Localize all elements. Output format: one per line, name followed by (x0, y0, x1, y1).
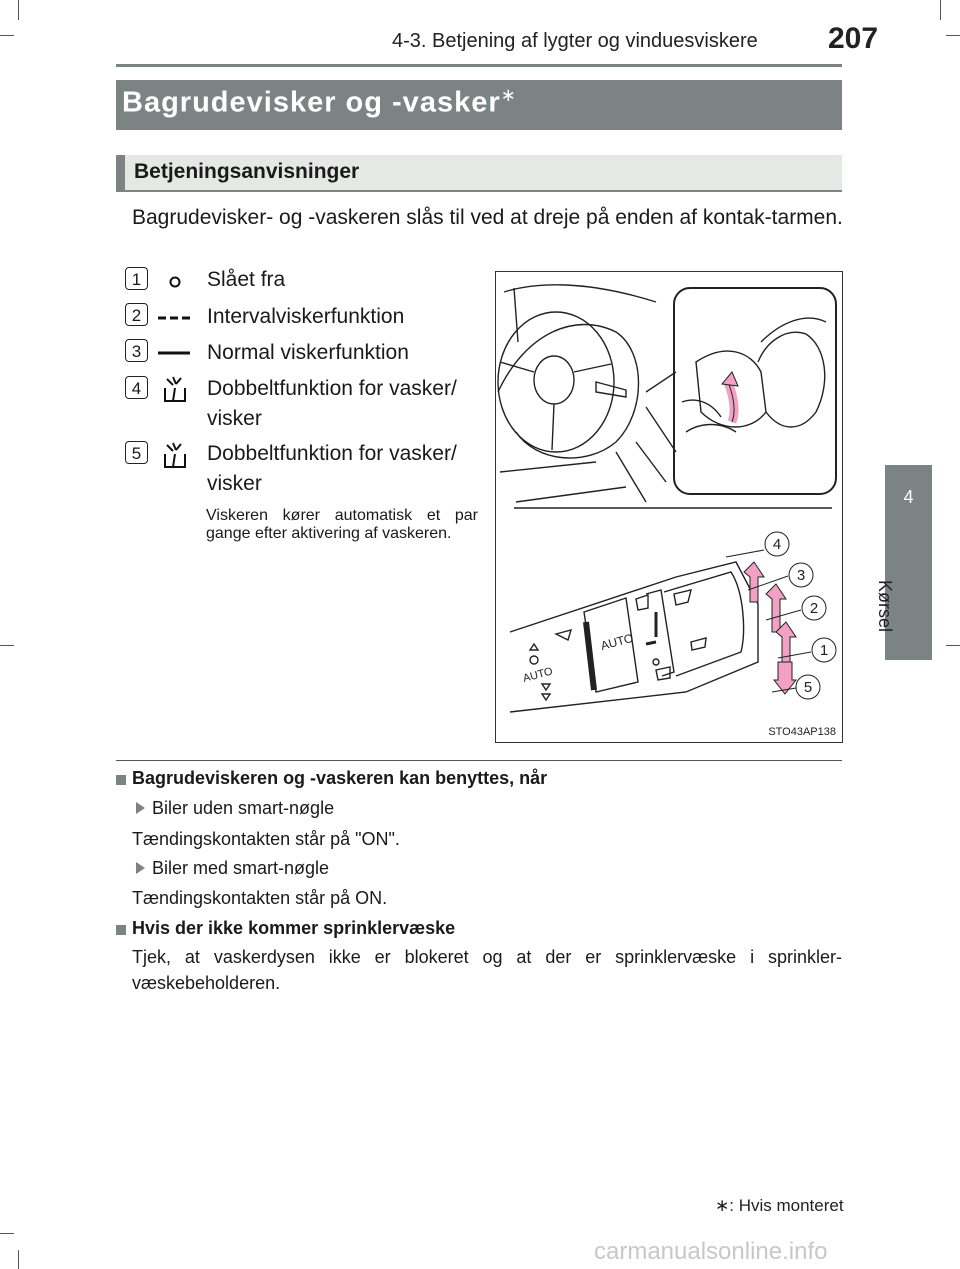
washer-spray-icon (160, 374, 190, 404)
crop-mark (0, 1233, 14, 1234)
chapter-label: Kørsel (875, 580, 895, 633)
subtitle: Betjeningsanvisninger (134, 160, 360, 183)
section-marker (116, 775, 126, 785)
title-asterisk: ∗ (500, 85, 517, 105)
watermark: carmanualsonline.info (594, 1238, 828, 1265)
wiper-switch-illustration (495, 271, 843, 743)
crop-mark (0, 645, 14, 646)
dashed-line-icon (156, 308, 192, 328)
solid-line-icon (156, 343, 192, 363)
option-number-4: 4 (125, 376, 148, 399)
option-number-1: 1 (125, 267, 148, 290)
option-number-5: 5 (125, 441, 148, 464)
off-circle-icon (160, 272, 190, 292)
body-text: Tændingskontakten står på "ON". (132, 829, 400, 849)
page-title (122, 85, 517, 120)
running-header: 4-3. Betjening af lygter og vinduesviskere (392, 30, 758, 52)
callout-4: 4 (772, 536, 782, 553)
auto-label: AUTO (521, 665, 555, 685)
page-number: 207 (828, 22, 879, 55)
crop-mark (946, 35, 960, 36)
body-text: Tjek, at vaskerdysen ikke er blokeret og at der er sprinklervæske i sprinkler-væskebeholderen. (132, 947, 842, 993)
section-heading: Hvis der ikke kommer sprinklervæske (132, 918, 456, 938)
subtitle-accent (116, 155, 125, 192)
bullet-item: Biler uden smart-nøgle (152, 798, 335, 818)
section-rule (116, 760, 842, 761)
header-rule (116, 64, 842, 67)
crop-mark (18, 0, 19, 20)
intro-paragraph: Bagrudevisker- og -vaskeren slås til ved at dreje på enden af kontak-tarmen. (132, 206, 843, 229)
section-marker (116, 925, 126, 935)
washer-spray-icon (160, 440, 190, 470)
note-text: Viskeren kører automatisk et par gange efter aktivering af vaskeren. (206, 507, 478, 542)
crop-mark (946, 645, 960, 646)
auto-label: AUTO (599, 630, 635, 653)
figure-code: STO43AP138 (768, 726, 836, 738)
illustration-drawing (496, 272, 842, 742)
bullet-triangle-icon (136, 802, 145, 814)
chapter-number: 4 (903, 487, 914, 507)
option-number-2: 2 (125, 303, 148, 326)
body-text: Tændingskontakten står på ON. (132, 888, 388, 908)
crop-mark (0, 35, 14, 36)
option-label-2: Intervalviskerfunktion (207, 305, 405, 328)
callout-3: 3 (796, 567, 806, 584)
callout-2: 2 (809, 600, 819, 617)
bullet-item: Biler med smart-nøgle (152, 858, 330, 878)
footnote: ∗: Hvis monteret (715, 1196, 844, 1215)
option-label-4: Dobbeltfunktion for vasker/ visker (207, 377, 457, 430)
option-label-5: Dobbeltfunktion for vasker/ visker (207, 442, 457, 495)
callout-5: 5 (803, 679, 813, 696)
option-number-3: 3 (125, 339, 148, 362)
bullet-triangle-icon (136, 862, 145, 874)
crop-mark (940, 0, 941, 20)
option-label-3: Normal viskerfunktion (207, 341, 409, 364)
callout-1: 1 (819, 642, 829, 659)
page-title-text: Bagrudevisker og -vasker (122, 86, 501, 119)
option-label-1: Slået fra (207, 268, 286, 291)
crop-mark (18, 1250, 19, 1269)
section-heading: Bagrudeviskeren og -vaskeren kan benyttes, når (132, 768, 548, 788)
